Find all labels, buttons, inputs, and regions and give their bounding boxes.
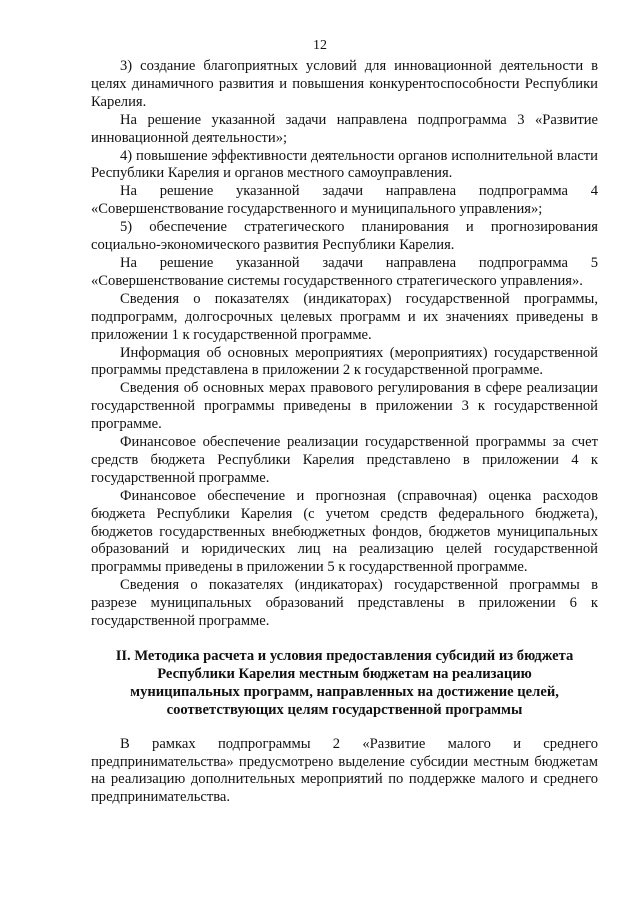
paragraph: 3) создание благоприятных условий для инновационной деятельности в целях динамичного развития и повышения конкурентоспособности Республики Карелия.	[91, 58, 598, 110]
section-heading-line: муниципальных программ, направленных на достижение целей,	[130, 683, 559, 700]
paragraph: Сведения о показателях (индикаторах) государственной программы в разрезе муниципальных образований представлены в приложении 6 к государственной программе.	[91, 577, 598, 630]
paragraph: 5) обеспечение стратегического планирования и прогнозирования социально-экономического развития Республики Карелия.	[91, 219, 598, 254]
paragraph: Информация об основных мероприятиях (мероприятиях) государственной программы представлена в приложении 2 к государственной программе.	[91, 344, 598, 379]
paragraph: В рамках подпрограммы 2 «Развитие малого и среднего предпринимательства» предусмотрено выделение субсидии местным бюджетам на реализацию дополнительных мероприятий по поддержке малого и среднего предпринимательства.	[91, 735, 598, 806]
paragraph: На решение указанной задачи направлена подпрограмма 4 «Совершенствование государственного и муниципального управления»;	[91, 183, 598, 218]
paragraph: На решение указанной задачи направлена подпрограмма 5 «Совершенствование системы государственного стратегического управления».	[91, 254, 598, 289]
document-body	[91, 58, 598, 807]
paragraph: Сведения об основных мерах правового регулирования в сфере реализации государственной программы приведены в приложении 3 к государственной программе.	[91, 380, 598, 433]
section-heading-line: Республики Карелия местным бюджетам на реализацию	[157, 665, 532, 682]
paragraph: На решение указанной задачи направлена подпрограмма 3 «Развитие инновационной деятельности»;	[91, 111, 598, 146]
paragraph: Сведения о показателях (индикаторах) государственной программы, подпрограмм, долгосрочных целевых программ и их значениях приведены в приложении 1 к государственной программе.	[91, 290, 598, 343]
section-heading-line: II. Методика расчета и условия предоставления субсидий из бюджета	[115, 648, 574, 664]
paragraph: 4) повышение эффективности деятельности органов исполнительной власти Республики Карелия и органов местного самоуправления.	[91, 147, 598, 182]
section-heading-line: соответствующих целям государственной программы	[166, 701, 523, 718]
section-heading	[91, 648, 598, 720]
paragraph: Финансовое обеспечение реализации государственной программы за счет средств бюджета Республики Карелия представлено в приложении 4 к государственной программе.	[91, 434, 598, 486]
paragraph: Финансовое обеспечение и прогнозная (справочная) оценка расходов бюджета Республики Карелия (с учетом средств федерального бюджета), бюджетов государственных внебюджетных фондов, бюджетов муниципальных образований и юридических лиц на реализацию целей государственной программы приведены в приложении 5 к государственной программе.	[91, 487, 598, 576]
page-number: 12	[313, 38, 327, 53]
